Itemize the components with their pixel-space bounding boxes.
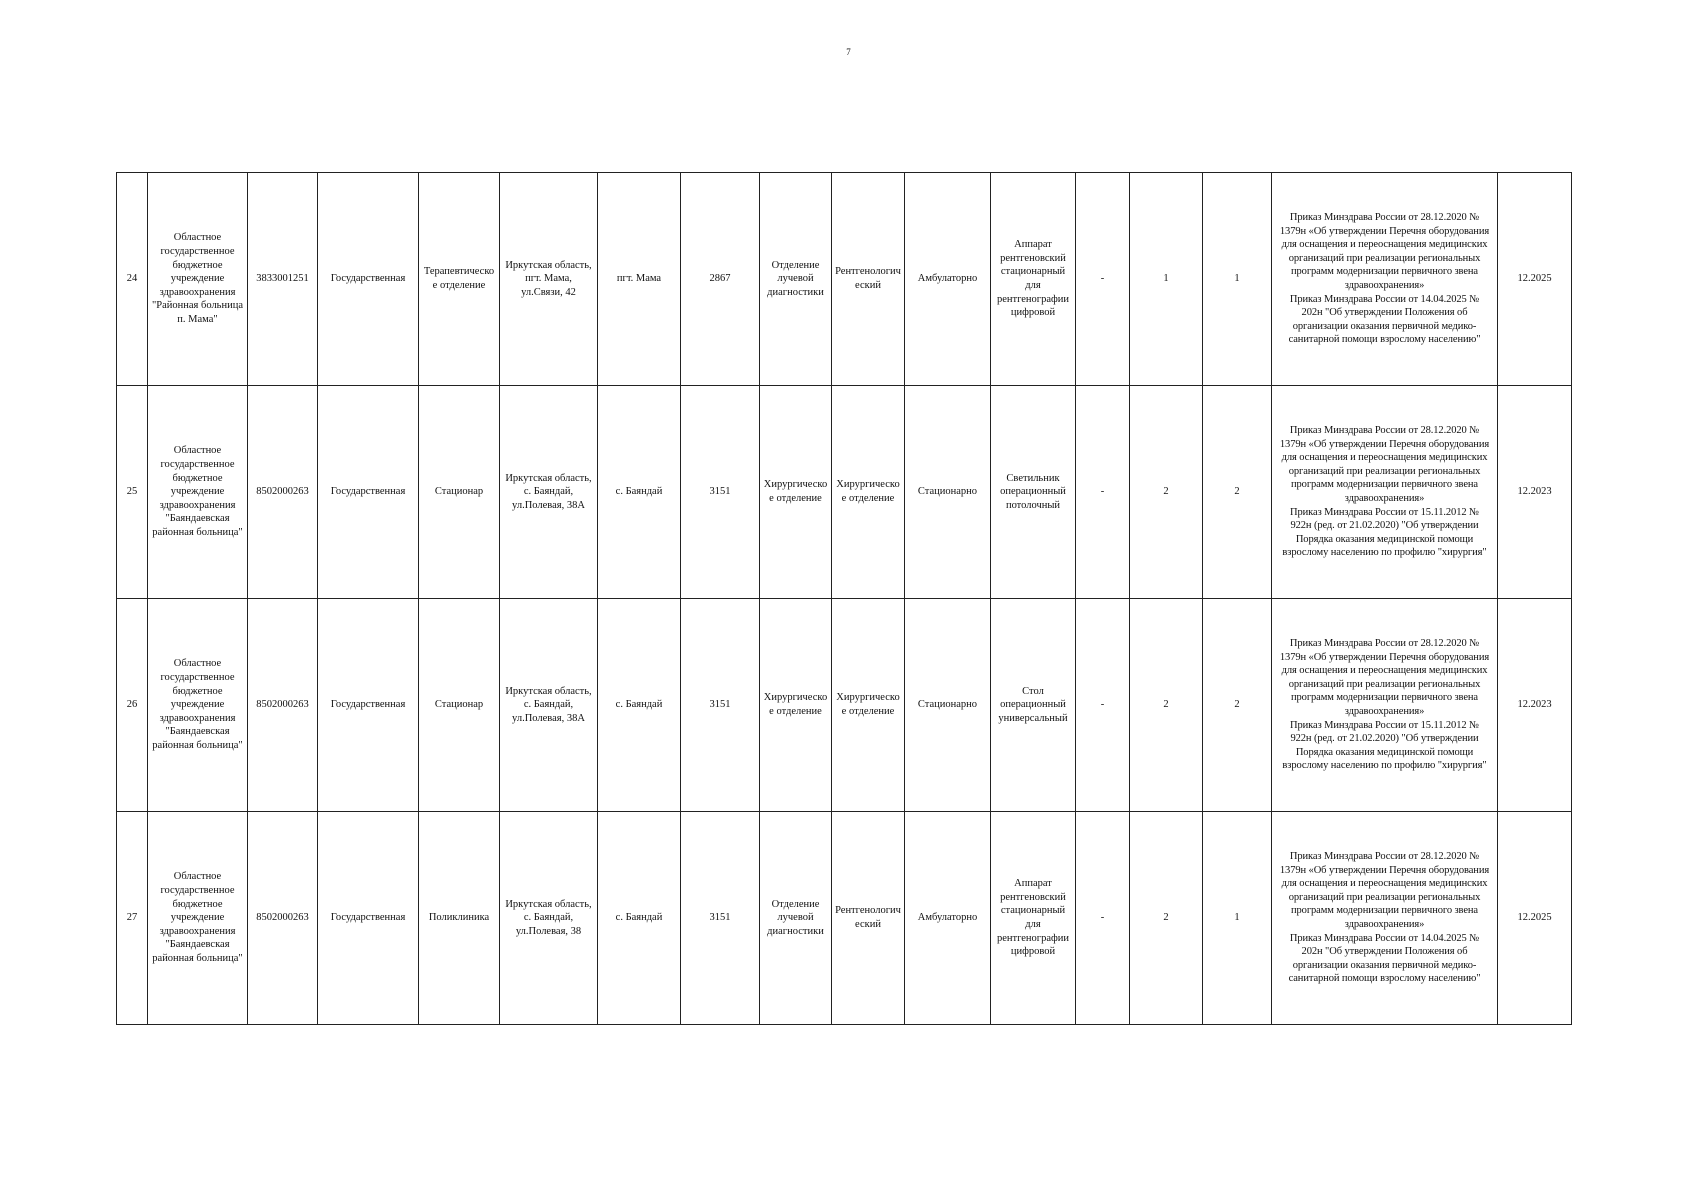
table-row [117,599,1572,812]
cell-line: здравоохранения [159,925,236,937]
cell-line: организаций при реализации региональных [1288,678,1481,690]
cell-line: районная больница" [152,526,243,538]
address-cell [500,812,598,1025]
cell-line: Иркутская область, [505,898,592,910]
cell-line: ул.Полевая, 38 [515,925,582,937]
equipment-cell [991,599,1076,812]
cell-line: государственное [160,246,235,258]
population-cell: 3151 [681,386,760,599]
division-cell [419,812,500,1025]
cell-line: для [1025,280,1041,291]
inn-cell: 8502000263 [248,386,318,599]
cell-line: государственное [160,459,235,471]
cell-line: Стол [1022,685,1044,697]
cell-line: с. Баяндай, [523,699,574,711]
cell-line: бюджетное [172,259,223,271]
cell-line: организации оказания первичной медико- [1292,959,1477,971]
cell-line: "Районная больница [151,300,243,312]
cell-line: ул.Связи, 42 [521,286,576,298]
cell-line: пгт. Мама, [525,273,572,285]
cell-line: Хирургическо [763,692,828,704]
cell-line: Областное [173,232,222,244]
cell-line: учреждение [170,486,225,498]
cell-line: "Баяндаевская [165,726,230,738]
inn-cell: 8502000263 [248,599,318,812]
organization-cell [148,812,248,1025]
legal-basis-cell [1272,386,1498,599]
cell-line: е отделение [841,706,895,717]
cell-line: стационарный [1000,266,1066,278]
cell-line: программ модернизации первичного звена [1291,905,1478,917]
address-cell [500,599,598,812]
care-condition-cell: Амбулаторно [905,173,991,386]
purchase-count-cell: 2 [1203,386,1272,599]
cell-line: здравоохранения [159,286,236,298]
cell-line: стационарный [1000,905,1066,917]
cell-line: здравоохранения» [1344,493,1425,504]
division-cell [419,386,500,599]
cell-line: здравоохранения [159,499,236,511]
cell-line: организаций при реализации региональных [1288,252,1481,264]
cell-line: взрослому населению по профилю "хирургия" [1282,547,1487,559]
available-count-cell: - [1076,599,1130,812]
equipment-cell [991,386,1076,599]
cell-line: универсальный [998,712,1068,724]
required-count-cell: 1 [1130,173,1203,386]
cell-line: е отделение [841,493,895,504]
cell-line: Приказ Минздрава России от 28.12.2020 № [1289,425,1480,437]
organization-cell [148,173,248,386]
cell-line: учреждение [170,699,225,711]
cell-line: е отделение [769,493,822,504]
cell-line: 202н "Об утверждении Положения об [1301,946,1468,958]
cell-line: бюджетное [172,472,223,484]
cell-line: Светильник [1006,472,1060,484]
cell-line: Иркутская область, [505,259,592,271]
deadline-cell: 12.2023 [1498,599,1572,812]
cell-line: цифровой [1010,307,1056,319]
cell-line: Аппарат [1014,239,1052,251]
profile-cell [832,386,905,599]
department-cell [760,386,832,599]
cell-line: для [1025,919,1041,930]
department-cell [760,599,832,812]
required-count-cell: 2 [1130,812,1203,1025]
row-number-cell: 24 [117,173,148,386]
ownership-cell: Государственная [318,386,419,599]
cell-line: бюджетное [172,685,223,697]
inn-cell: 3833001251 [248,173,318,386]
population-cell: 3151 [681,812,760,1025]
required-count-cell: 2 [1130,386,1203,599]
organization-cell [148,599,248,812]
department-cell [760,173,832,386]
cell-line: 922н (ред. от 21.02.2020) "Об утверждении [1290,733,1479,745]
population-cell: 2867 [681,173,760,386]
cell-line: Рентгенологич [835,266,901,278]
cell-line: учреждение [170,273,225,285]
table-row [117,812,1572,1025]
cell-line: Приказ Минздрава России от 28.12.2020 № [1289,851,1480,863]
cell-line: государственное [160,885,235,897]
table-row [117,173,1572,386]
cell-line: Стационар [434,486,484,498]
cell-line: для оснащения и переоснащения медицинских [1281,452,1488,464]
cell-line: Хирургическо [836,479,900,491]
settlement-cell: с. Баяндай [598,812,681,1025]
settlement-cell: пгт. Мама [598,173,681,386]
cell-line: рентгеновский [1000,252,1066,264]
equipment-cell [991,812,1076,1025]
cell-line: е отделение [769,706,822,717]
page-number: 7 [846,47,851,57]
cell-line: программ модернизации первичного звена [1291,692,1478,704]
inn-cell: 8502000263 [248,812,318,1025]
purchase-count-cell: 1 [1203,812,1272,1025]
equipment-table [116,172,1572,1025]
cell-line: 922н (ред. от 21.02.2020) "Об утверждении [1290,520,1479,532]
purchase-count-cell: 1 [1203,173,1272,386]
available-count-cell: - [1076,173,1130,386]
table-row [117,386,1572,599]
cell-line: Приказ Минздрава России от 15.11.2012 № [1290,719,1479,731]
cell-line: диагностики [767,286,824,298]
cell-line: для оснащения и переоснащения медицинских [1281,239,1488,251]
ownership-cell: Государственная [318,173,419,386]
division-cell [419,599,500,812]
profile-cell [832,599,905,812]
cell-line: Приказ Минздрава России от 14.04.2025 № [1289,293,1480,305]
cell-line: для оснащения и переоснащения медицинских [1281,665,1488,677]
cell-line: Поликлиника [428,912,490,924]
purchase-count-cell: 2 [1203,599,1272,812]
cell-line: е отделение [432,280,486,291]
cell-line: цифровой [1010,946,1056,958]
row-number-cell: 27 [117,812,148,1025]
settlement-cell: с. Баяндай [598,599,681,812]
cell-line: "Баяндаевская [165,513,230,525]
cell-line: операционный [1000,486,1066,498]
cell-line: Порядка оказания медицинской помощи [1295,533,1474,545]
deadline-cell: 12.2025 [1498,173,1572,386]
cell-line: государственное [160,672,235,684]
cell-line: Хирургическо [836,692,900,704]
population-cell: 3151 [681,599,760,812]
cell-line: 1379н «Об утверждении Перечня оборудования [1279,651,1490,663]
cell-line: Приказ Минздрава России от 28.12.2020 № [1289,212,1480,224]
cell-line: Хирургическо [763,479,828,491]
department-cell [760,812,832,1025]
cell-line: лучевой [777,912,814,924]
cell-line: Областное [173,445,222,457]
cell-line: с. Баяндай, [523,486,574,498]
cell-line: для оснащения и переоснащения медицинских [1281,878,1488,890]
care-condition-cell: Стационарно [905,599,991,812]
cell-line: санитарной помощи взрослому населению" [1288,973,1481,985]
cell-line: здравоохранения» [1344,280,1425,291]
cell-line: организации оказания первичной медико- [1292,320,1477,332]
cell-line: Приказ Минздрава России от 28.12.2020 № [1289,638,1480,650]
required-count-cell: 2 [1130,599,1203,812]
cell-line: еский [855,280,881,291]
cell-line: ул.Полевая, 38А [512,499,585,511]
cell-line: Приказ Минздрава России от 15.11.2012 № [1290,506,1479,518]
cell-line: Областное [173,871,222,883]
legal-basis-cell [1272,173,1498,386]
cell-line: еский [855,919,881,930]
cell-line: здравоохранения [159,712,236,724]
cell-line: организаций при реализации региональных [1288,465,1481,477]
cell-line: организаций при реализации региональных [1288,891,1481,903]
care-condition-cell: Амбулаторно [905,812,991,1025]
legal-basis-cell [1272,599,1498,812]
ownership-cell: Государственная [318,599,419,812]
equipment-cell [991,173,1076,386]
cell-line: Стационар [434,699,484,711]
cell-line: Иркутская область, [505,472,592,484]
cell-line: программ модернизации первичного звена [1291,479,1478,491]
settlement-cell: с. Баяндай [598,386,681,599]
cell-line: диагностики [767,925,824,937]
cell-line: Областное [173,658,222,670]
cell-line: программ модернизации первичного звена [1291,266,1478,278]
cell-line: рентгенографии [996,932,1070,944]
cell-line: п. Мама" [177,313,218,325]
cell-line: Отделение [771,259,820,271]
available-count-cell: - [1076,386,1130,599]
cell-line: "Баяндаевская [165,939,230,951]
row-number-cell: 26 [117,599,148,812]
deadline-cell: 12.2023 [1498,386,1572,599]
cell-line: Аппарат [1014,878,1052,890]
cell-line: здравоохранения» [1344,919,1425,930]
cell-line: 1379н «Об утверждении Перечня оборудования [1279,438,1490,450]
table-body [117,173,1572,1025]
care-condition-cell: Стационарно [905,386,991,599]
organization-cell [148,386,248,599]
address-cell [500,386,598,599]
address-cell [500,173,598,386]
cell-line: санитарной помощи взрослому населению" [1288,334,1481,346]
cell-line: взрослому населению по профилю "хирургия" [1282,760,1487,772]
cell-line: Терапевтическо [423,266,495,278]
cell-line: учреждение [170,912,225,924]
cell-line: рентгеновский [1000,891,1066,903]
cell-line: ул.Полевая, 38А [512,712,585,724]
cell-line: Приказ Минздрава России от 14.04.2025 № [1289,932,1480,944]
cell-line: 1379н «Об утверждении Перечня оборудования [1279,864,1490,876]
available-count-cell: - [1076,812,1130,1025]
cell-line: районная больница" [152,952,243,964]
legal-basis-cell [1272,812,1498,1025]
cell-line: операционный [1000,699,1066,711]
cell-line: потолочный [1005,499,1061,511]
cell-line: 1379н «Об утверждении Перечня оборудования [1279,225,1490,237]
profile-cell [832,173,905,386]
cell-line: Отделение [771,898,820,910]
cell-line: Рентгенологич [835,905,901,917]
division-cell [419,173,500,386]
cell-line: Порядка оказания медицинской помощи [1295,746,1474,758]
cell-line: Иркутская область, [505,685,592,697]
cell-line: бюджетное [172,898,223,910]
row-number-cell: 25 [117,386,148,599]
cell-line: здравоохранения» [1344,706,1425,717]
cell-line: районная больница" [152,739,243,751]
cell-line: 202н "Об утверждении Положения об [1301,307,1468,319]
cell-line: лучевой [777,273,814,285]
profile-cell [832,812,905,1025]
deadline-cell: 12.2025 [1498,812,1572,1025]
cell-line: рентгенографии [996,293,1070,305]
ownership-cell: Государственная [318,812,419,1025]
cell-line: с. Баяндай, [523,912,574,924]
